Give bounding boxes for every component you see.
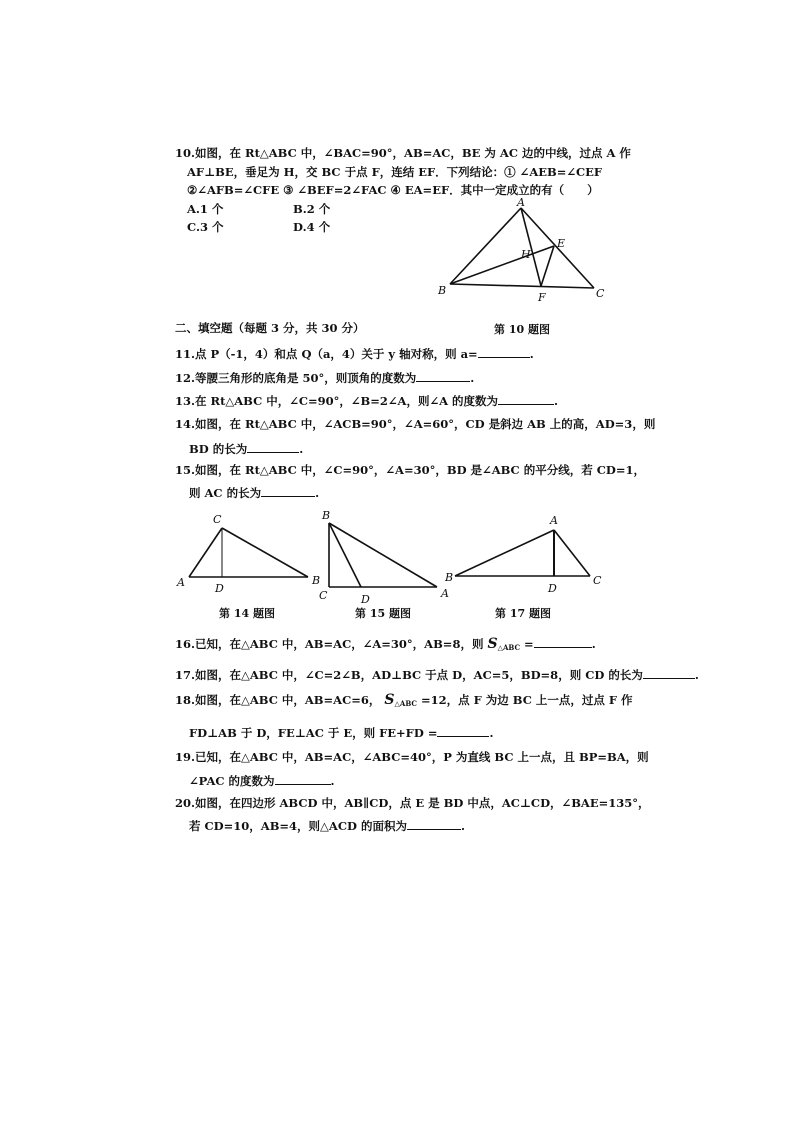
q15-blank[interactable] xyxy=(261,485,315,497)
q10-line3: ②∠AFB=∠CFE ③ ∠BEF=2∠FAC ④ EA=EF．其中一定成立的有（ ） xyxy=(187,183,599,197)
q10-line1: 10.如图，在 Rt△ABC 中，∠BAC=90°，AB=AC，BE 为 AC 边的中线，过点 A 作 xyxy=(175,146,631,160)
fig15-label-d: D xyxy=(361,593,370,606)
q12 xyxy=(175,370,474,385)
fig10-label-a: A xyxy=(517,196,525,209)
figure-10 xyxy=(430,195,620,310)
fig15-label-a: A xyxy=(441,587,449,600)
q18-line1 xyxy=(175,693,633,711)
fig14-label-c: C xyxy=(213,513,222,526)
fig10-label-f: F xyxy=(538,291,546,304)
q12-blank[interactable] xyxy=(416,370,470,382)
q13-blank[interactable] xyxy=(498,393,554,405)
q13-text: 13.在 Rt△ABC 中，∠C=90°，∠B=2∠A，则∠A 的度数为 xyxy=(175,394,499,408)
q19-line1: 19.已知，在△ABC 中，AB=AC，∠ABC=40°，P 为直线 BC 上一点，且 BP=BA，则 xyxy=(175,750,649,764)
q14-text2: BD 的长为 xyxy=(189,442,248,456)
q16 xyxy=(175,636,596,655)
q17-text: 17.如图，在△ABC 中，∠C=2∠B，AD⊥BC 于点 D，AC=5，BD=8，则 CD 的长为 xyxy=(175,668,643,682)
fig17-label-b: B xyxy=(445,571,454,584)
fig14-caption: 第 14 题图 xyxy=(219,607,275,620)
q13-period: . xyxy=(554,394,559,408)
q12-text: 12.等腰三角形的底角是 50°，则顶角的度数为 xyxy=(175,371,417,385)
figure-14 xyxy=(175,510,335,600)
q15-period: . xyxy=(315,486,320,500)
fig17-caption: 第 17 题图 xyxy=(495,607,551,620)
fig10-caption: 第 10 题图 xyxy=(494,323,550,336)
fig17-side-ba xyxy=(455,530,554,576)
q18-text-post: =12，点 F 为边 BC 上一点，过点 F 作 xyxy=(420,693,633,707)
q16-s-subscript: △ABC xyxy=(497,643,521,652)
q19-blank[interactable] xyxy=(275,773,331,785)
q10-option-d: D.4 个 xyxy=(293,220,331,234)
section-2-title: 二、填空题（每题 3 分，共 30 分） xyxy=(175,321,365,335)
q11-period: . xyxy=(529,347,534,361)
fig17-side-ac xyxy=(554,530,590,576)
fig15-caption: 第 15 题图 xyxy=(355,607,411,620)
q17-blank[interactable] xyxy=(643,667,695,679)
q18-text2: FD⊥AB 于 D，FE⊥AC 于 E，则 FE+FD = xyxy=(189,726,438,740)
q18-s-subscript: △ABC xyxy=(394,699,417,708)
figure-15 xyxy=(315,505,460,605)
q19-text2: ∠PAC 的度数为 xyxy=(189,774,275,788)
q17 xyxy=(175,667,699,682)
q14-line2 xyxy=(189,441,303,456)
q18-text-pre: 18.如图，在△ABC 中，AB=AC=6， xyxy=(175,693,381,707)
q11 xyxy=(175,346,534,361)
q16-text: 16.已知，在△ABC 中，AB=AC，∠A=30°，AB=8，则 xyxy=(175,637,484,651)
fig14-label-d: D xyxy=(215,582,224,595)
fig17-label-a: A xyxy=(550,514,558,527)
fig10-side-bc xyxy=(450,284,594,288)
q11-blank[interactable] xyxy=(478,346,530,358)
q10-option-a: A.1 个 xyxy=(187,202,224,216)
q20-line1: 20.如图，在四边形 ABCD 中，AB∥CD，点 E 是 BD 中点，AC⊥CD，∠BAE=135°， xyxy=(175,796,650,810)
q20-period: . xyxy=(460,819,465,833)
fig14-side-ac xyxy=(189,528,222,577)
q15-line2 xyxy=(189,485,319,500)
fig10-label-b: B xyxy=(438,284,447,297)
fig14-label-a: A xyxy=(177,576,185,589)
q18-period: . xyxy=(489,726,494,740)
q16-s-symbol: S xyxy=(487,636,498,652)
q20-text2: 若 CD=10，AB=4，则△ACD 的面积为 xyxy=(189,819,407,833)
q19-period: . xyxy=(330,774,335,788)
fig10-side-ab xyxy=(450,208,521,284)
q18-line2 xyxy=(189,725,493,740)
q10-option-c: C.3 个 xyxy=(187,220,224,234)
q20-line2 xyxy=(189,818,465,833)
fig15-label-b: B xyxy=(322,509,331,522)
fig17-label-d: D xyxy=(548,582,557,595)
q14-blank[interactable] xyxy=(247,441,299,453)
q14-period: . xyxy=(299,442,304,456)
fig17-label-c: C xyxy=(593,574,602,587)
q10-option-b: B.2 个 xyxy=(293,202,331,216)
q16-blank[interactable] xyxy=(534,636,592,648)
fig14-label-b: B xyxy=(312,574,321,587)
q19-line2 xyxy=(189,773,335,788)
q20-blank[interactable] xyxy=(407,818,461,830)
fig10-label-c: C xyxy=(596,287,605,300)
q15-line1: 15.如图，在 Rt△ABC 中，∠C=90°，∠A=30°，BD 是∠ABC 的平分线，若 CD=1， xyxy=(175,463,645,477)
q17-period: . xyxy=(694,668,699,682)
q18-s-symbol: S xyxy=(384,692,395,708)
q15-text2: 则 AC 的长为 xyxy=(189,486,262,500)
fig10-label-h: H xyxy=(521,248,531,261)
q16-period: . xyxy=(591,637,596,651)
q12-period: . xyxy=(470,371,475,385)
q14-line1: 14.如图，在 Rt△ABC 中，∠ACB=90°，∠A=60°，CD 是斜边 AB 上的高，AD=3，则 xyxy=(175,417,656,431)
fig14-side-cb xyxy=(222,528,308,577)
q11-text: 11.点 P（-1，4）和点 Q（a，4）关于 y 轴对称，则 a= xyxy=(175,347,478,361)
q16-equals: = xyxy=(524,637,534,651)
fig10-segment-ef xyxy=(541,246,554,286)
q13 xyxy=(175,393,558,408)
q10-line2: AF⊥BE，垂足为 H，交 BC 于点 F，连结 EF．下列结论：① ∠AEB=∠CEF xyxy=(187,165,603,179)
figure-17 xyxy=(445,510,605,600)
q18-blank[interactable] xyxy=(437,725,489,737)
fig10-label-e: E xyxy=(557,237,566,250)
fig15-label-c: C xyxy=(319,589,328,602)
